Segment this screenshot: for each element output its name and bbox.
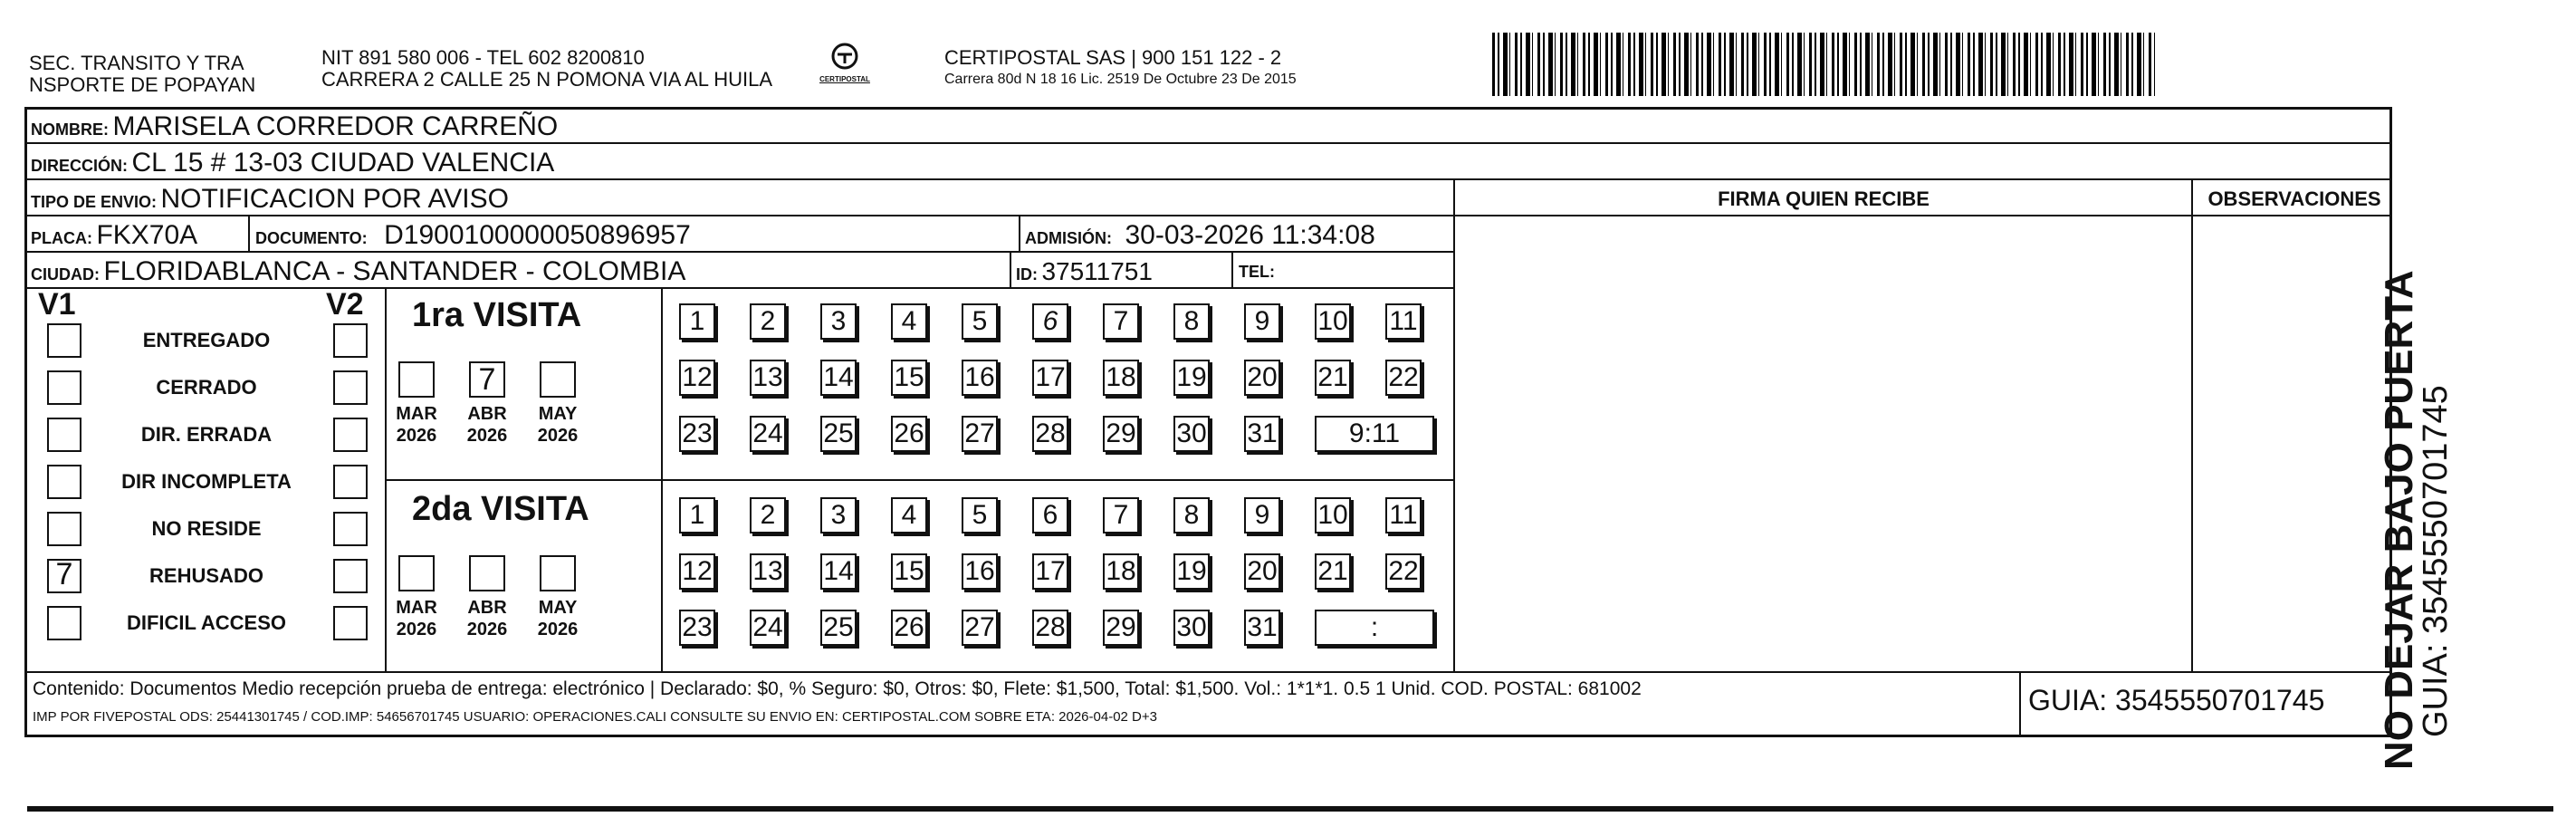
barcode [1492,33,2155,96]
tel-row [1239,256,1275,289]
day-box[interactable]: 5 [962,303,998,340]
month-checkbox[interactable] [398,555,435,591]
placa-label: PLACA: [31,229,92,247]
day-box[interactable]: 31 [1244,416,1280,452]
option-label: CERRADO [156,376,257,399]
day-box[interactable]: 26 [891,610,927,646]
direccion-label: DIRECCIÓN: [31,157,128,175]
day-box[interactable]: 6 [1032,303,1068,340]
sender-contact [321,47,772,91]
sender-line-2: NSPORTE DE POPAYAN [29,73,256,96]
option-label: DIFICIL ACCESO [126,611,286,634]
day-box[interactable]: 5 [962,497,998,533]
day-box[interactable]: 22 [1385,360,1422,396]
visit1-title: 1ra VISITA [412,296,582,334]
side-warning: NO DEJAR BAJO PUERTA [2377,270,2421,770]
option-label: DIR INCOMPLETA [121,470,292,493]
v2-checkbox[interactable] [333,370,368,405]
day-box[interactable]: 10 [1315,497,1351,533]
firma-label: FIRMA QUIEN RECIBE [1718,187,1930,210]
day-box[interactable]: 9 [1244,303,1280,340]
month-label: ABR 2026 [466,404,508,446]
v2-checkbox[interactable] [333,512,368,546]
nombre-value: MARISELA CORREDOR CARREÑO [112,111,559,141]
day-box[interactable]: 2 [750,303,786,340]
direccion-value: CL 15 # 13-03 CIUDAD VALENCIA [131,148,555,178]
tipo-envio-label: TIPO DE ENVIO: [31,193,158,211]
day-box[interactable]: 4 [891,497,927,533]
direccion-row [31,148,554,183]
day-box[interactable]: 13 [750,553,786,590]
v2-checkbox[interactable] [333,606,368,640]
visit2-title: 2da VISITA [412,490,589,528]
firma-header [1458,184,2189,217]
day-box[interactable]: 28 [1032,610,1068,646]
time-box[interactable]: 9:11 [1315,416,1434,452]
certipostal-logo [818,42,872,96]
day-box[interactable]: 25 [820,610,857,646]
option-label: NO RESIDE [151,517,262,540]
day-box[interactable]: 3 [820,497,857,533]
day-box[interactable]: 3 [820,303,857,340]
day-box[interactable]: 7 [1103,497,1139,533]
v1-header: V1 [38,287,76,322]
v2-checkbox[interactable] [333,465,368,499]
documento-label: DOCUMENTO: [255,229,368,247]
v1-checkbox[interactable] [47,418,81,452]
sender-name [29,53,255,96]
day-box[interactable]: 16 [962,360,998,396]
day-box[interactable]: 24 [750,610,786,646]
day-box[interactable]: 11 [1385,303,1422,340]
day-box[interactable]: 4 [891,303,927,340]
observaciones-label: OBSERVACIONES [2207,187,2381,210]
v2-checkbox[interactable] [333,418,368,452]
month-label: MAR 2026 [396,598,437,639]
month-checkbox[interactable] [398,361,435,398]
admision-row [1025,220,1375,255]
month-checkbox[interactable] [540,555,576,591]
month-checkbox[interactable]: 7 [469,361,505,398]
v1-checkbox[interactable] [47,606,81,640]
day-box[interactable]: 27 [962,610,998,646]
day-box[interactable]: 7 [1103,303,1139,340]
month-label: MAY 2026 [537,598,579,639]
side-text [2377,270,2455,770]
imp-line: IMP POR FIVEPOSTAL ODS: 25441301745 / COD.IMP: 54656701745 USUARIO: OPERACIONES.CALI CONSULTE SU ENVIO EN: CERTIPOSTAL.COM SOBRE ETA: 2026-04-02 D+3 [33,709,1157,725]
month-checkbox[interactable] [540,361,576,398]
contents-line: Contenido: Documentos Medio recepción prueba de entrega: electrónico | Declarado: $0, % Seguro: $0, Otros: $0, Flete: $1,500, Total: $1,500. Vol.: 1*1*1. 0.5 1 Unid. COD. POSTAL: 681002 [33,678,1642,699]
day-box[interactable]: 6 [1032,497,1068,533]
ciudad-value: FLORIDABLANCA - SANTANDER - COLOMBIA [103,256,686,286]
day-box[interactable]: 12 [679,360,715,396]
day-box[interactable]: 13 [750,360,786,396]
day-box[interactable]: 16 [962,553,998,590]
address-line: CARRERA 2 CALLE 25 N POMONA VIA AL HUILA [321,68,773,91]
day-box[interactable]: 8 [1173,303,1210,340]
day-box[interactable]: 22 [1385,553,1422,590]
admision-value: 30-03-2026 11:34:08 [1125,220,1375,250]
day-box[interactable]: 1 [679,303,715,340]
day-box[interactable]: 20 [1244,360,1280,396]
day-box[interactable]: 2 [750,497,786,533]
day-box[interactable]: 14 [820,553,857,590]
v1-checkbox[interactable] [47,370,81,405]
company-info [944,47,1297,91]
nit-line: NIT 891 580 006 - TEL 602 8200810 [321,46,645,69]
month-label: MAY 2026 [537,404,579,446]
day-box[interactable]: 21 [1315,360,1351,396]
v2-checkbox[interactable] [333,323,368,358]
day-box[interactable]: 15 [891,553,927,590]
day-box[interactable]: 18 [1103,360,1139,396]
option-label: DIR. ERRADA [140,423,273,446]
day-box[interactable]: 30 [1173,416,1210,452]
day-box[interactable]: 24 [750,416,786,452]
observaciones-header [2195,184,2394,217]
logo-text: CERTIPOSTAL [819,75,870,83]
side-guia: GUIA: 3545550701745 [2417,385,2455,737]
option-label: ENTREGADO [142,329,271,351]
day-box[interactable]: 9 [1244,497,1280,533]
day-box[interactable]: 29 [1103,416,1139,452]
placa-row [31,220,197,255]
day-box[interactable]: 19 [1173,360,1210,396]
day-box[interactable]: 27 [962,416,998,452]
day-box[interactable]: 17 [1032,553,1068,590]
day-box[interactable]: 23 [679,416,715,452]
id-label: ID: [1016,265,1038,284]
tel-label: TEL: [1239,263,1275,281]
day-box[interactable]: 12 [679,553,715,590]
day-box[interactable]: 30 [1173,610,1210,646]
month-checkbox[interactable] [469,555,505,591]
delivery-form [24,107,2392,737]
v1-checkbox[interactable] [47,323,81,358]
day-box[interactable]: 19 [1173,553,1210,590]
day-box[interactable]: 8 [1173,497,1210,533]
tipo-envio-value: NOTIFICACION POR AVISO [160,184,509,214]
logo-icon [827,42,863,71]
v2-header: V2 [326,287,364,322]
id-row [1016,256,1153,292]
id-value: 37511751 [1041,257,1153,285]
month-label: ABR 2026 [466,598,508,639]
month-label: MAR 2026 [396,404,437,446]
day-box[interactable]: 31 [1244,610,1280,646]
v1-checkbox[interactable] [47,465,81,499]
day-box[interactable]: 11 [1385,497,1422,533]
bottom-rule [27,806,2553,812]
v1-checkbox[interactable]: 7 [47,559,81,593]
day-box[interactable]: 17 [1032,360,1068,396]
guia-box: GUIA: 3545550701745 [2028,684,2325,716]
tipo-envio-row [31,184,509,219]
company-line: CERTIPOSTAL SAS | 900 151 122 - 2 [944,46,1282,69]
day-box[interactable]: 10 [1315,303,1351,340]
day-box[interactable]: 23 [679,610,715,646]
day-box[interactable]: 28 [1032,416,1068,452]
time-box[interactable]: : [1315,610,1434,646]
day-box[interactable]: 18 [1103,553,1139,590]
day-box[interactable]: 20 [1244,553,1280,590]
v2-checkbox[interactable] [333,559,368,593]
day-box[interactable]: 29 [1103,610,1139,646]
day-box[interactable]: 26 [891,416,927,452]
license-line: Carrera 80d N 18 16 Lic. 2519 De Octubre 23 De 2015 [944,72,1297,87]
sender-line-1: SEC. TRANSITO Y TRA [29,52,244,74]
admision-label: ADMISIÓN: [1025,229,1112,247]
v1-checkbox[interactable] [47,512,81,546]
ciudad-label: CIUDAD: [31,265,100,284]
documento-value: D1900100000050896957 [384,220,691,250]
day-box[interactable]: 15 [891,360,927,396]
nombre-label: NOMBRE: [31,120,109,139]
day-box[interactable]: 25 [820,416,857,452]
option-label: REHUSADO [149,564,263,587]
day-box[interactable]: 14 [820,360,857,396]
documento-row [255,220,691,255]
nombre-row [31,111,558,147]
day-box[interactable]: 1 [679,497,715,533]
day-box[interactable]: 21 [1315,553,1351,590]
placa-value: FKX70A [96,220,198,250]
